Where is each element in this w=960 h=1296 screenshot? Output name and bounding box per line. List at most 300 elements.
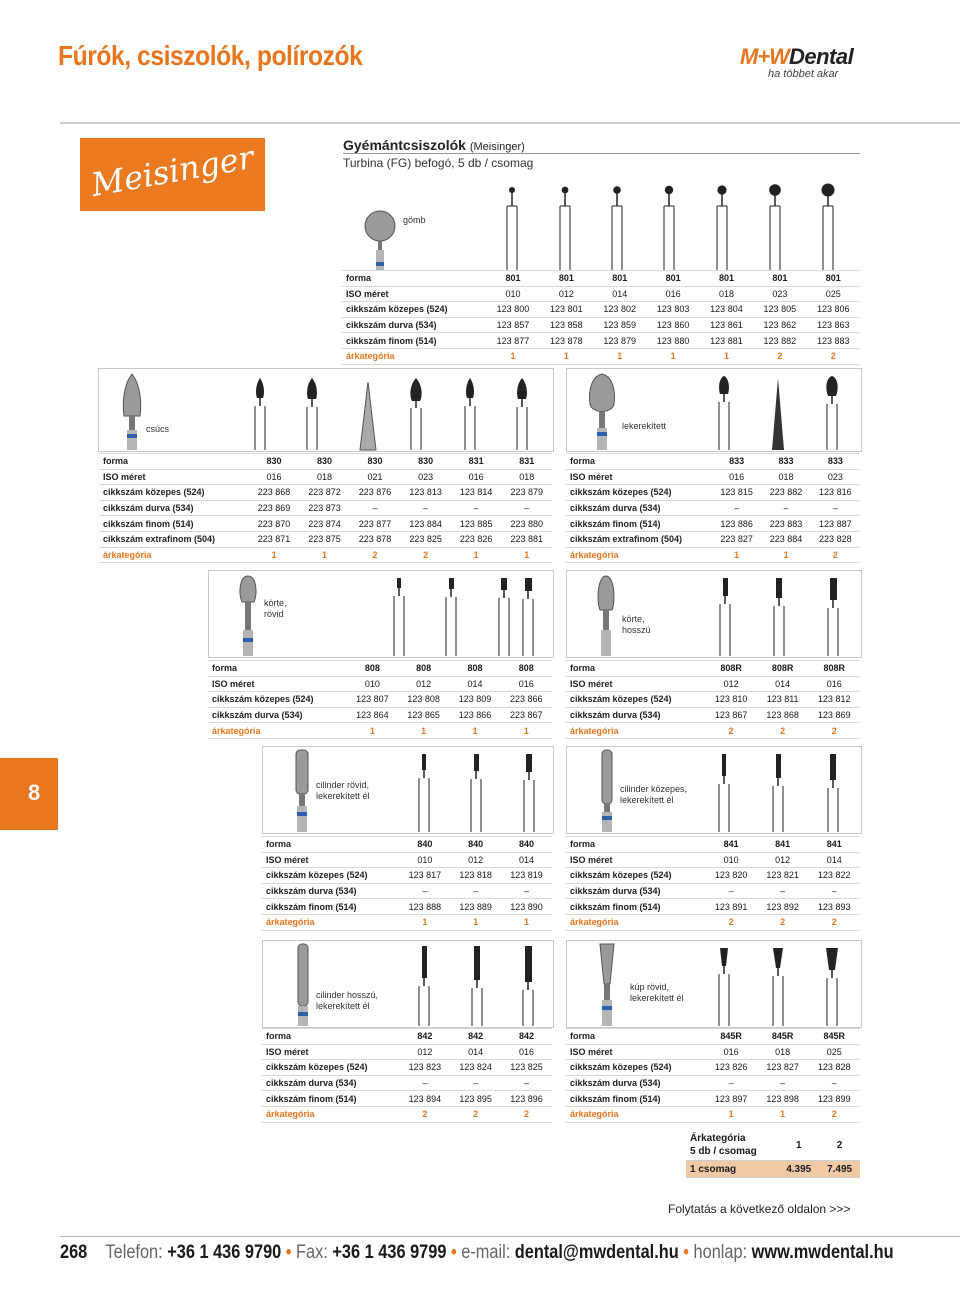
tool-images-korte-rovid [208,570,552,656]
cell: 123 818 [450,868,501,884]
cell: 123 861 [700,317,753,333]
bur-gomb-012 [560,187,570,270]
cell: 123 812 [808,692,860,708]
cell: 123 865 [398,707,449,723]
cell: 123 805 [753,302,806,318]
row-label-durva: cikkszám durva (534) [208,707,347,723]
cell: 845R [808,1029,860,1045]
cell: 223 876 [350,485,401,501]
tool-images-gomb [360,178,860,270]
cell: 016 [501,676,552,692]
row-label-arkategoria: árkategória [566,1106,705,1122]
cell: 123 860 [646,317,699,333]
bur-808-012 [446,578,456,656]
cell: 123 885 [451,516,502,532]
section-title-text: Gyémántcsiszolók [343,137,466,153]
row-label-durva: cikkszám durva (534) [99,500,249,516]
cell: 2 [757,914,809,930]
cell: 223 878 [350,531,401,547]
row-label-iso: ISO méret [262,852,399,868]
spec-table-cilinder-kozepes [566,836,860,931]
cell: 123 809 [449,692,500,708]
tool-images-kup-rovid [566,940,860,1026]
row-label-forma: forma [208,661,347,677]
cell: 123 828 [808,1060,860,1076]
bur-842-016 [523,946,533,1026]
cell: 123 858 [540,317,593,333]
label-line2: lekerekített él [620,795,674,805]
chapter-number: 8 [28,780,41,805]
cell: 010 [486,286,539,302]
cell: 123 890 [501,899,552,915]
price-header-line2: 5 db / csomag [690,1146,757,1157]
cell: 1 [486,348,539,364]
cell: – [450,1075,501,1091]
row-label-kozepes: cikkszám közepes (524) [208,692,347,708]
shape-label-csucs: csúcs [146,424,170,434]
price-cat-1: 1 [778,1130,819,1161]
label-line1: cilinder rövid, [316,780,370,790]
bur-830-023 [410,378,421,450]
cell: 830 [400,454,451,470]
cell: – [451,500,502,516]
cell: 123 887 [811,516,860,532]
bur-831-018 [517,378,527,450]
cell: 123 804 [700,302,753,318]
row-label-iso: ISO méret [342,286,486,302]
cell: 1 [450,914,501,930]
row-label-arkategoria: árkategória [566,547,712,563]
row-label-kozepes: cikkszám közepes (524) [566,868,705,884]
bur-808R-016 [828,578,838,656]
cell: 1 [761,547,810,563]
cell: 808 [501,661,552,677]
label-line2: lekerekített él [316,1001,370,1011]
cell: 123 884 [400,516,451,532]
row-label-finom: cikkszám finom (514) [566,516,712,532]
cell: 223 825 [400,531,451,547]
cell: 123 800 [486,302,539,318]
cell: 012 [705,676,757,692]
cell: 833 [811,454,860,470]
cell: 223 875 [299,531,350,547]
cell: – [501,500,552,516]
row-label-forma: forma [566,1029,705,1045]
cell: 123 819 [501,868,552,884]
row-label-durva: cikkszám durva (534) [342,317,486,333]
cell: – [450,883,501,899]
bur-gomb-014 [612,186,622,270]
cell: 1 [700,348,753,364]
cell: 808 [398,661,449,677]
cell: 223 866 [501,692,552,708]
cell: 801 [646,271,699,287]
bur-845R-025 [826,948,838,1026]
cell: 833 [761,454,810,470]
cell: 223 874 [299,516,350,532]
cell: 016 [501,1044,552,1060]
label-line2: rövid [264,609,284,619]
row-label-iso: ISO méret [99,469,249,485]
row-label-durva: cikkszám durva (534) [566,1075,705,1091]
cell: 018 [757,1044,809,1060]
cell: 223 871 [249,531,300,547]
spec-table-lekerekitett [566,453,860,563]
row-label-arkategoria: árkategória [566,723,705,739]
row-label-forma: forma [99,454,249,470]
cell: 123 810 [705,692,757,708]
row-label-iso: ISO méret [208,676,347,692]
row-label-forma: forma [262,837,399,853]
cell: 1 [593,348,646,364]
cell: 123 816 [811,485,860,501]
bur-cilinder-hosszu-large [298,944,308,1026]
row-label-kozepes: cikkszám közepes (524) [99,485,249,501]
fax-number: +36 1 436 9799 [332,1242,447,1263]
row-label-finom: cikkszám finom (514) [262,899,399,915]
cell: 1 [501,547,552,563]
brand-dental: Dental [788,44,854,69]
cell: 010 [347,676,398,692]
cell: 123 888 [399,899,450,915]
cell: 016 [808,676,860,692]
cell: 842 [399,1029,450,1045]
bur-808R-014 [774,578,784,656]
cell: – [705,1075,757,1091]
cell: 012 [757,852,809,868]
cell: 808R [757,661,809,677]
cell: – [399,883,450,899]
cell: 123 867 [705,707,757,723]
cell: 016 [249,469,300,485]
meisinger-logo [80,138,265,211]
label-line1: kúp rövid, [630,982,670,992]
cell: 123 864 [347,707,398,723]
cell: 012 [450,852,501,868]
bur-808R-012 [720,578,730,656]
cell: – [808,1075,860,1091]
cell: – [761,500,810,516]
cell: 1 [757,1106,809,1122]
cell: 123 879 [593,333,646,349]
cell: 018 [700,286,753,302]
cell: 845R [757,1029,809,1045]
row-label-arkategoria: árkategória [208,723,347,739]
cell: 1 [449,723,500,739]
shape-label-gomb: gömb [403,215,426,225]
shape-label-lekerekitett: lekerekített [622,421,667,431]
cell: 123 862 [753,317,806,333]
price-cat-1-value: 4.395 [778,1161,819,1178]
cell: 023 [400,469,451,485]
cell: 123 808 [398,692,449,708]
label-line1: körte, [622,614,645,624]
bur-842-014 [472,946,482,1026]
cell: 123 821 [757,868,809,884]
row-label-arkategoria: árkategória [342,348,486,364]
bur-841-012 [773,754,783,832]
cell: 016 [712,469,761,485]
row-label-forma: forma [566,661,705,677]
cell: 2 [399,1106,450,1122]
bur-korte-hosszu-large [598,576,614,656]
bur-845R-016 [719,948,729,1026]
email-link[interactable]: dental@mwdental.hu [514,1242,679,1263]
web-label: honlap: [693,1242,748,1263]
cell: 833 [712,454,761,470]
cell: – [757,883,809,899]
section-subtitle: Turbina (FG) befogó, 5 db / csomag [343,156,534,170]
cell: 223 873 [299,500,350,516]
cell: 801 [540,271,593,287]
cell: 2 [501,1106,552,1122]
row-label-kozepes: cikkszám közepes (524) [262,868,399,884]
cell: 014 [501,852,552,868]
cell: 123 825 [501,1060,552,1076]
cell: – [712,500,761,516]
cell: 2 [808,914,860,930]
cell: 223 827 [712,531,761,547]
cell: 808R [705,661,757,677]
cell: 123 802 [593,302,646,318]
cell: 123 807 [347,692,398,708]
tool-images-cilinder-rovid [262,746,552,832]
bur-840-014 [524,754,534,832]
bur-808-016 [523,578,533,656]
tool-images-csucs [98,368,552,450]
bur-833-018 [772,378,784,450]
bur-korte-large [240,576,256,656]
price-row-label: 1 csomag [686,1161,778,1178]
cell: 830 [249,454,300,470]
cell: 123 863 [807,317,860,333]
bur-lekerekitett-large [590,374,615,450]
email-label: e-mail: [461,1242,511,1263]
cell: 845R [705,1029,757,1045]
cell: 123 893 [808,899,860,915]
row-label-arkategoria: árkategória [99,547,249,563]
section-title-underline [343,153,860,154]
bur-841-010 [719,754,729,832]
row-label-finom: cikkszám finom (514) [566,899,705,915]
cell: 831 [451,454,502,470]
cell: 223 880 [501,516,552,532]
bur-845R-018 [773,948,783,1026]
cell: 801 [593,271,646,287]
cell: 123 827 [757,1060,809,1076]
cell: 123 859 [593,317,646,333]
bur-csucs-large [123,374,140,450]
cell: 2 [807,348,860,364]
bur-830-021 [360,382,376,450]
cell: 014 [593,286,646,302]
row-label-durva: cikkszám durva (534) [566,707,705,723]
bur-841-014 [828,754,838,832]
cell: 123 886 [712,516,761,532]
tool-images-cilinder-hosszu [262,940,552,1026]
cell: 023 [811,469,860,485]
cell: 123 803 [646,302,699,318]
cell: 123 882 [753,333,806,349]
price-cat-2-value: 7.495 [819,1161,860,1178]
cell: – [811,500,860,516]
cell: 2 [753,348,806,364]
cell: 025 [808,1044,860,1060]
row-label-arkategoria: árkategória [262,914,399,930]
cell: 840 [399,837,450,853]
cell: 1 [451,547,502,563]
bur-cilinder-kozepes-large [602,750,612,832]
cell: 223 867 [501,707,552,723]
cell: 123 811 [757,692,809,708]
section-title [343,137,525,153]
cell: 123 815 [712,485,761,501]
row-label-finom: cikkszám finom (514) [342,333,486,349]
label-line1: cilinder hosszú, [316,990,379,1000]
price-cat-2: 2 [819,1130,860,1161]
bur-840-010 [419,754,429,832]
cell: 123 813 [400,485,451,501]
bur-gomb-025 [822,184,835,271]
tool-images-korte-hosszu [566,570,860,656]
label-line2: lekerekített él [630,993,684,1003]
cell: 223 881 [501,531,552,547]
cell: 2 [350,547,401,563]
bur-808-014 [499,578,509,656]
cell: 223 872 [299,485,350,501]
website-link[interactable]: www.mwdental.hu [751,1242,894,1263]
cell: 014 [449,676,500,692]
cell: 123 880 [646,333,699,349]
chapter-tab [0,758,58,830]
cell: 842 [450,1029,501,1045]
cell: 123 897 [705,1091,757,1107]
row-label-kozepes: cikkszám közepes (524) [262,1060,399,1076]
cell: 016 [705,1044,757,1060]
cell: 018 [761,469,810,485]
cell: 123 896 [501,1091,552,1107]
cell: 123 891 [705,899,757,915]
cell: 223 870 [249,516,300,532]
cell: 801 [807,271,860,287]
cell: 841 [757,837,809,853]
footer-divider [60,1236,960,1237]
spec-table-korte-rovid [208,660,552,739]
bur-833-016 [719,376,729,450]
bur-830-018 [307,378,317,450]
cell: 223 826 [451,531,502,547]
row-label-kozepes: cikkszám közepes (524) [342,302,486,318]
spec-table-csucs [99,453,552,563]
cell: 123 878 [540,333,593,349]
price-header-line1: Árkategória [690,1133,746,1144]
bur-830-016 [255,378,265,450]
cell: 2 [705,914,757,930]
cell: 830 [299,454,350,470]
cell: 123 883 [807,333,860,349]
row-label-durva: cikkszám durva (534) [566,500,712,516]
cell: 1 [712,547,761,563]
row-label-kozepes: cikkszám közepes (524) [566,1060,705,1076]
label-line1: körte, [264,598,287,608]
cell: 025 [807,286,860,302]
cell: 016 [646,286,699,302]
cell: 123 889 [450,899,501,915]
tool-images-cilinder-kozepes [566,746,860,832]
cell: 808 [347,661,398,677]
cell: 808 [449,661,500,677]
cell: 2 [808,723,860,739]
spec-table-kup-rovid [566,1028,860,1123]
spec-table-cilinder-rovid [262,836,552,931]
cell: 012 [398,676,449,692]
spec-table-korte-hosszu [566,660,860,739]
cell: 012 [399,1044,450,1060]
cell: 223 882 [761,485,810,501]
cell: 018 [501,469,552,485]
cell: 123 806 [807,302,860,318]
cell: 014 [450,1044,501,1060]
cell: 841 [705,837,757,853]
cell: 808R [808,661,860,677]
cell: – [350,500,401,516]
bur-cilinder-large [296,750,308,832]
cell: 014 [808,852,860,868]
cell: 123 817 [399,868,450,884]
bur-gomb-018 [717,185,727,270]
row-label-iso: ISO méret [566,852,705,868]
row-label-durva: cikkszám durva (534) [262,883,399,899]
cell: 1 [540,348,593,364]
price-table [686,1130,860,1178]
row-label-durva: cikkszám durva (534) [262,1075,399,1091]
cell: 1 [399,914,450,930]
row-label-forma: forma [342,271,486,287]
label-line2: lekerekített él [316,791,370,801]
bur-840-012 [471,754,481,832]
row-label-kozepes: cikkszám közepes (524) [566,692,705,708]
tool-images-lekerekitett [566,368,860,450]
cell: – [501,1075,552,1091]
row-label-iso: ISO méret [262,1044,399,1060]
cell: 830 [350,454,401,470]
row-label-iso: ISO méret [566,676,705,692]
cell: – [757,1075,809,1091]
row-label-finom: cikkszám finom (514) [566,1091,705,1107]
bur-831-016 [465,378,475,450]
cell: 123 822 [808,868,860,884]
row-label-forma: forma [262,1029,399,1045]
cell: 123 895 [450,1091,501,1107]
row-label-arkategoria: árkategória [566,914,705,930]
cell: 1 [299,547,350,563]
cell: 123 868 [757,707,809,723]
row-label-durva: cikkszám durva (534) [566,883,705,899]
bur-808-010 [394,578,404,656]
fax-label: Fax: [296,1242,328,1263]
row-label-iso: ISO méret [566,1044,705,1060]
cell: 021 [350,469,401,485]
cell: 223 869 [249,500,300,516]
row-label-forma: forma [566,454,712,470]
cell: – [400,500,451,516]
cell: 123 826 [705,1060,757,1076]
cell: – [399,1075,450,1091]
cell: 841 [808,837,860,853]
row-label-kozepes: cikkszám közepes (524) [566,485,712,501]
bur-gomb-large [365,211,395,270]
row-label-finom: cikkszám finom (514) [262,1091,399,1107]
